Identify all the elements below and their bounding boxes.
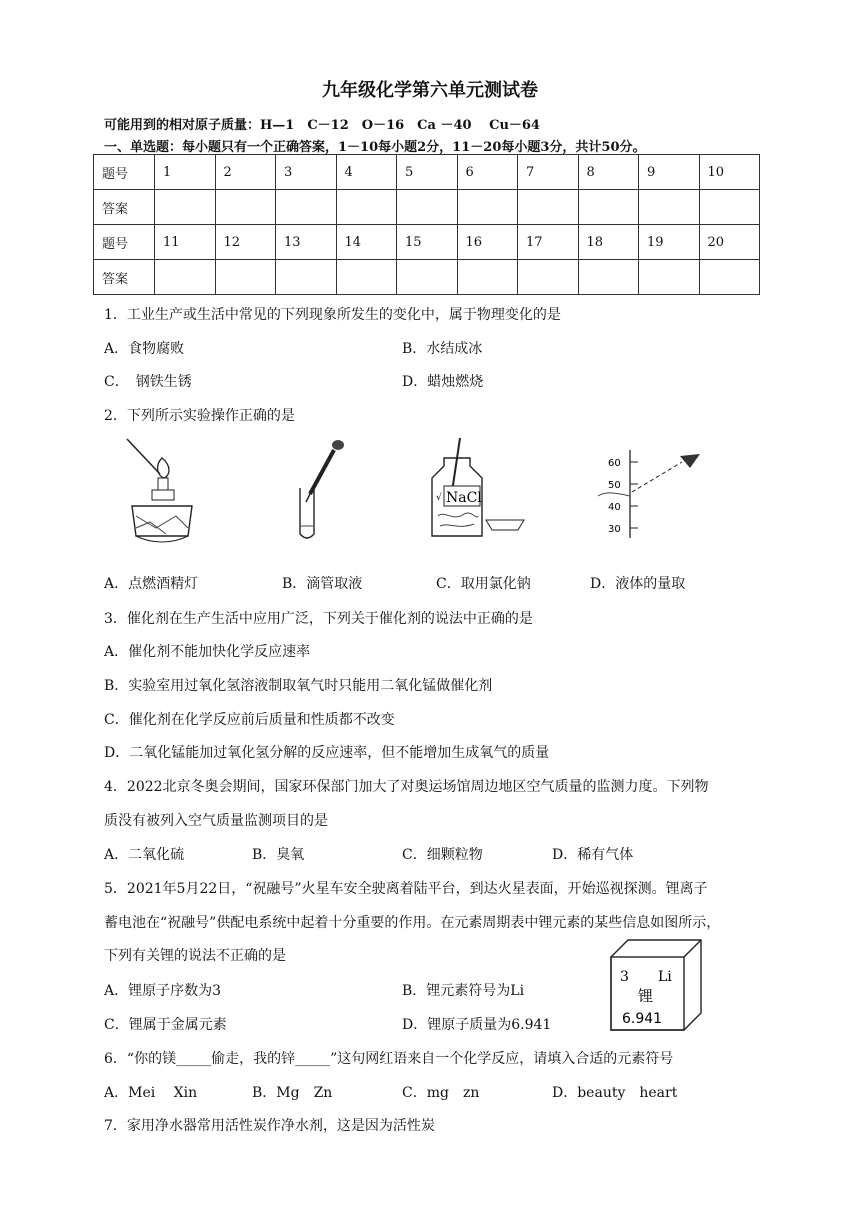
table-cell — [518, 260, 579, 295]
element-name: 锂 — [638, 987, 654, 1005]
table-cell — [155, 260, 216, 295]
table-cell: 13 — [276, 225, 337, 260]
table-cell: 答案 — [94, 260, 155, 295]
table-cell: 2 — [215, 155, 276, 190]
lithium-element-cell — [608, 937, 704, 1033]
q6-option-b: B．Mg Zn — [252, 1085, 333, 1101]
q5-option-a: A．锂原子序数为3 — [104, 983, 222, 999]
q1-option-b: B．水结成冰 — [402, 341, 483, 357]
q5-stem-1: 5．2021年5月22日，“祝融号”火星车安全驶离着陆平台，到达火星表面，开始巡视探测。锂离子 — [104, 881, 708, 897]
element-symbol: Li — [658, 969, 672, 985]
table-cell: 8 — [578, 155, 639, 190]
table-row — [94, 190, 760, 225]
q5-option-b: B．锂元素符号为Li — [402, 983, 525, 999]
table-cell — [336, 260, 397, 295]
q2-option-d: D．液体的量取 — [590, 576, 686, 592]
q6-option-a: A．Mei Xin — [104, 1085, 198, 1101]
table-cell: 20 — [699, 225, 760, 260]
cylinder-figure — [594, 446, 714, 542]
table-cell — [699, 260, 760, 295]
table-cell: 16 — [457, 225, 518, 260]
table-cell — [457, 260, 518, 295]
q6-option-c: C．mg zn — [402, 1085, 480, 1101]
q5-stem-3: 下列有关锂的说法不正确的是 — [104, 948, 286, 964]
table-cell — [457, 190, 518, 225]
q5-option-d: D．锂原子质量为6.941 — [402, 1017, 552, 1033]
table-cell — [639, 260, 700, 295]
atomic-masses: 可能用到的相对原子质量：H—1 C－12 O－16 Ca －40 Cu－64 — [104, 118, 540, 133]
q1-option-d: D．蜡烛燃烧 — [402, 374, 484, 390]
table-cell: 4 — [336, 155, 397, 190]
q1-option-a: A．食物腐败 — [104, 341, 185, 357]
table-cell — [699, 190, 760, 225]
q6-option-d: D．beauty heart — [552, 1085, 678, 1101]
q2-stem: 2．下列所示实验操作正确的是 — [104, 408, 295, 424]
element-number: 3 — [620, 969, 629, 985]
table-cell: 9 — [639, 155, 700, 190]
table-cell: 18 — [578, 225, 639, 260]
dropper-figure — [292, 436, 352, 546]
cylinder-tick-label: 30 — [608, 524, 621, 535]
q4-option-a: A．二氧化硫 — [104, 847, 185, 863]
table-cell — [215, 190, 276, 225]
table-cell: 17 — [518, 225, 579, 260]
table-cell — [276, 190, 337, 225]
table-cell: 6 — [457, 155, 518, 190]
q1-option-c: C． 钢铁生锈 — [104, 374, 192, 390]
table-cell — [518, 190, 579, 225]
nacl-bottle-figure — [424, 436, 534, 546]
table-cell: 12 — [215, 225, 276, 260]
answer-table — [93, 154, 760, 295]
table-cell: 1 — [155, 155, 216, 190]
q1-stem: 1．工业生产或生活中常见的下列现象所发生的变化中，属于物理变化的是 — [104, 307, 561, 323]
q4-option-d: D．稀有气体 — [552, 847, 634, 863]
table-cell — [639, 190, 700, 225]
table-cell — [397, 190, 458, 225]
table-cell — [215, 260, 276, 295]
table-cell: 11 — [155, 225, 216, 260]
element-mass: 6.941 — [622, 1011, 663, 1027]
cylinder-tick-label: 40 — [608, 502, 621, 513]
q5-stem-2: 蓄电池在“祝融号”供配电系统中起着十分重要的作用。在元素周期表中锂元素的某些信息如图所示， — [104, 915, 721, 931]
q2-option-a: A．点燃酒精灯 — [104, 576, 199, 592]
table-cell — [397, 260, 458, 295]
q5-option-c: C．锂属于金属元素 — [104, 1017, 227, 1033]
q4-stem-2: 质没有被列入空气质量监测项目的是 — [104, 813, 328, 829]
table-row — [94, 225, 760, 260]
nacl-label: NaCl — [446, 490, 482, 506]
table-cell: 5 — [397, 155, 458, 190]
table-cell: 7 — [518, 155, 579, 190]
table-row — [94, 260, 760, 295]
table-row — [94, 155, 760, 190]
table-cell: 19 — [639, 225, 700, 260]
table-cell — [578, 190, 639, 225]
q3-stem: 3．催化剂在生产生活中应用广泛，下列关于催化剂的说法中正确的是 — [104, 611, 533, 627]
svg-text:√: √ — [436, 493, 442, 503]
q3-option-c: C．催化剂在化学反应前后质量和性质都不改变 — [104, 712, 395, 728]
q2-option-c: C．取用氯化钠 — [436, 576, 531, 592]
table-cell — [155, 190, 216, 225]
cylinder-tick-label: 50 — [608, 480, 621, 491]
table-cell: 10 — [699, 155, 760, 190]
table-cell: 题号 — [94, 225, 155, 260]
section-heading: 一、单选题：每小题只有一个正确答案，1－10每小题2分，11－20每小题3分，共计50分。 — [104, 140, 646, 155]
alcohol-lamp-figure — [122, 436, 200, 546]
table-cell — [276, 260, 337, 295]
q2-option-b: B．滴管取液 — [282, 576, 363, 592]
q4-stem-1: 4．2022北京冬奥会期间，国家环保部门加大了对奥运场馆周边地区空气质量的监测力度。下列物 — [104, 779, 709, 795]
q4-option-c: C．细颗粒物 — [402, 847, 483, 863]
table-cell — [336, 190, 397, 225]
table-cell: 14 — [336, 225, 397, 260]
q4-option-b: B．臭氧 — [252, 847, 305, 863]
q6-stem: 6．“你的镁_____偷走，我的锌_____”这句网红语来自一个化学反应，请填入合适的元素符号 — [104, 1051, 674, 1067]
table-cell: 题号 — [94, 155, 155, 190]
cylinder-tick-label: 60 — [608, 458, 621, 469]
table-cell: 15 — [397, 225, 458, 260]
table-cell — [578, 260, 639, 295]
q3-option-a: A．催化剂不能加快化学反应速率 — [104, 644, 311, 660]
q7-stem: 7．家用净水器常用活性炭作净水剂，这是因为活性炭 — [104, 1118, 435, 1134]
table-cell: 3 — [276, 155, 337, 190]
page-title: 九年级化学第六单元测试卷 — [322, 80, 538, 101]
q3-option-d: D．二氧化锰能加过氧化氢分解的反应速率，但不能增加生成氧气的质量 — [104, 745, 550, 761]
q3-option-b: B．实验室用过氧化氢溶液制取氧气时只能用二氧化锰做催化剂 — [104, 678, 493, 694]
table-cell: 答案 — [94, 190, 155, 225]
